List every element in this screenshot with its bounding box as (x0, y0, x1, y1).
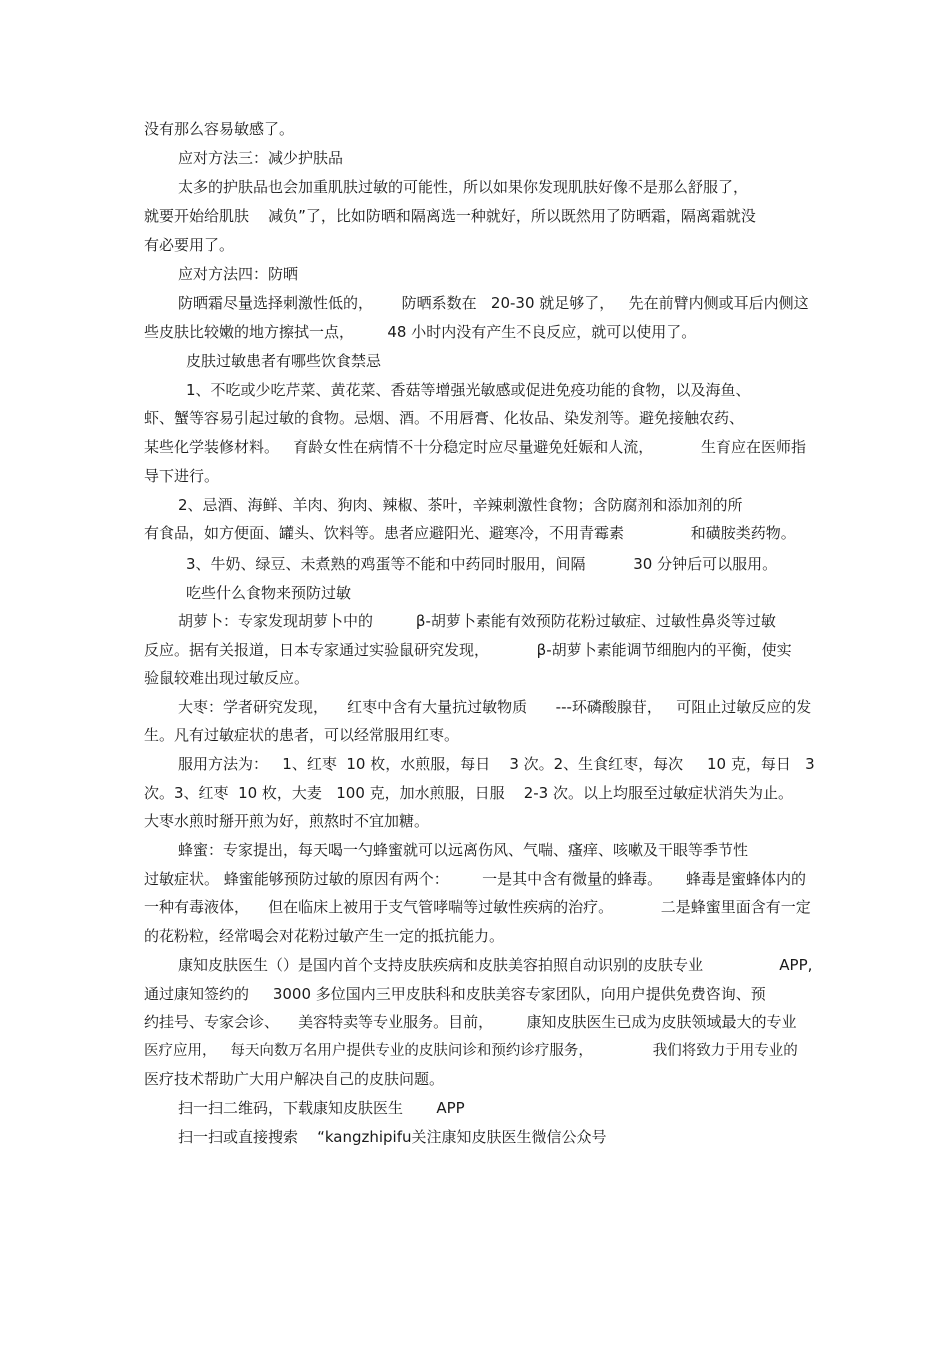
text-line: 一种有毒液体， 但在临床上被用于支气管哮喘等过敏性疾病的治疗。 二是蜂蜜里面含有一定 (144, 898, 811, 916)
text-line: 次。3、红枣 10 枚，大麦 100 克，加水煎服，日服 2-3 次。以上均服至过敏症状消失为止。 (144, 784, 793, 802)
text-line: 防晒霜尽量选择刺激性低的， 防晒系数在 20-30 就足够了， 先在前臂内侧或耳后内侧这 (178, 294, 809, 312)
text-line: 太多的护肤品也会加重肌肤过敏的可能性，所以如果你发现肌肤好像不是那么舒服了， (178, 178, 749, 196)
text-line: 验鼠较难出现过敏反应。 (144, 669, 310, 687)
section-heading: 吃些什么食物来预防过敏 (186, 584, 352, 602)
text-line: 就要开始给肌肤 减负”了，比如防晒和隔离选一种就好，所以既然用了防晒霜，隔离霜就没 (144, 207, 756, 225)
text-line: 扫一扫二维码，下载康知皮肤医生 APP (178, 1099, 465, 1117)
text-line: 虾、蟹等容易引起过敏的食物。忌烟、酒。不用唇膏、化妆品、染发剂等。避免接触农药、 (144, 409, 745, 427)
text-line: 些皮肤比较嫩的地方擦拭一点， 48 小时内没有产生不良反应，就可以使用了。 (144, 323, 697, 341)
section-heading: 应对方法四：防晒 (178, 265, 299, 283)
text-line: 约挂号、专家会诊、 美容特卖等专业服务。目前， 康知皮肤医生已成为皮肤领域最大的专业 (144, 1013, 797, 1031)
text-line: 服用方法为： 1、红枣 10 枚，水煎服，每日 3 次。2、生食红枣，每次 10 克，每日 3 (178, 755, 815, 773)
text-line: 3、牛奶、绿豆、未煮熟的鸡蛋等不能和中药同时服用，间隔 30 分钟后可以服用。 (186, 555, 778, 573)
text-line: 有必要用了。 (144, 236, 235, 254)
text-line: 有食品，如方便面、罐头、饮料等。患者应避阳光、避寒冷，不用青霉素 和磺胺类药物。 (144, 524, 796, 542)
text-line: 医疗应用， 每天向数万名用户提供专业的皮肤问诊和预约诊疗服务， 我们将致力于用专业的 (144, 1043, 798, 1059)
text-line: 的花粉粒，经常喝会对花粉过敏产生一定的抵抗能力。 (144, 927, 505, 945)
text-line: 扫一扫或直接搜索 “kangzhipifu关注康知皮肤医生微信公众号 (178, 1128, 607, 1146)
section-heading: 皮肤过敏患者有哪些饮食禁忌 (186, 352, 382, 370)
text-line: 没有那么容易敏感了。 (144, 120, 295, 138)
section-heading: 应对方法三：减少护肤品 (178, 149, 344, 167)
text-line: 生。凡有过敏症状的患者，可以经常服用红枣。 (144, 726, 460, 744)
text-line: 2、忌酒、海鲜、羊肉、狗肉、辣椒、茶叶，辛辣刺激性食物；含防腐剂和添加剂的所 (178, 496, 743, 514)
text-line: 导下进行。 (144, 467, 220, 485)
text-line: 通过康知签约的 3000 多位国内三甲皮肤科和皮肤美容专家团队，向用户提供免费咨询、预 (144, 985, 766, 1003)
text-line: 反应。据有关报道，日本专家通过实验鼠研究发现， β-胡萝卜素能调节细胞内的平衡，使实 (144, 641, 792, 659)
text-line: 某些化学装修材料。 育龄女性在病情不十分稳定时应尽量避免妊娠和人流， 生育应在医师指 (144, 438, 806, 456)
text-line: 医疗技术帮助广大用户解决自己的皮肤问题。 (144, 1070, 445, 1088)
text-line: 过敏症状。 蜂蜜能够预防过敏的原因有两个： 一是其中含有微量的蜂毒。 蜂毒是蜜蜂体内的 (144, 870, 806, 888)
text-line: 大枣水煎时掰开煎为好，煎熬时不宜加糖。 (144, 812, 430, 830)
text-line: 康知皮肤医生（）是国内首个支持皮肤疾病和皮肤美容拍照自动识别的皮肤专业 APP, (178, 956, 813, 974)
text-line: 蜂蜜：专家提出，每天喝一勺蜂蜜就可以远离伤风、气喘、瘙痒、咳嗽及干眼等季节性 (178, 841, 749, 859)
text-line: 1、不吃或少吃芹菜、黄花菜、香菇等增强光敏感或促进免疫功能的食物，以及海鱼、 (186, 381, 751, 399)
text-line: 胡萝卜：专家发现胡萝卜中的 β-胡萝卜素能有效预防花粉过敏症、过敏性鼻炎等过敏 (178, 612, 776, 630)
text-line: 大枣：学者研究发现， 红枣中含有大量抗过敏物质 ---环磷酸腺苷， 可阻止过敏反应的发 (178, 698, 812, 716)
